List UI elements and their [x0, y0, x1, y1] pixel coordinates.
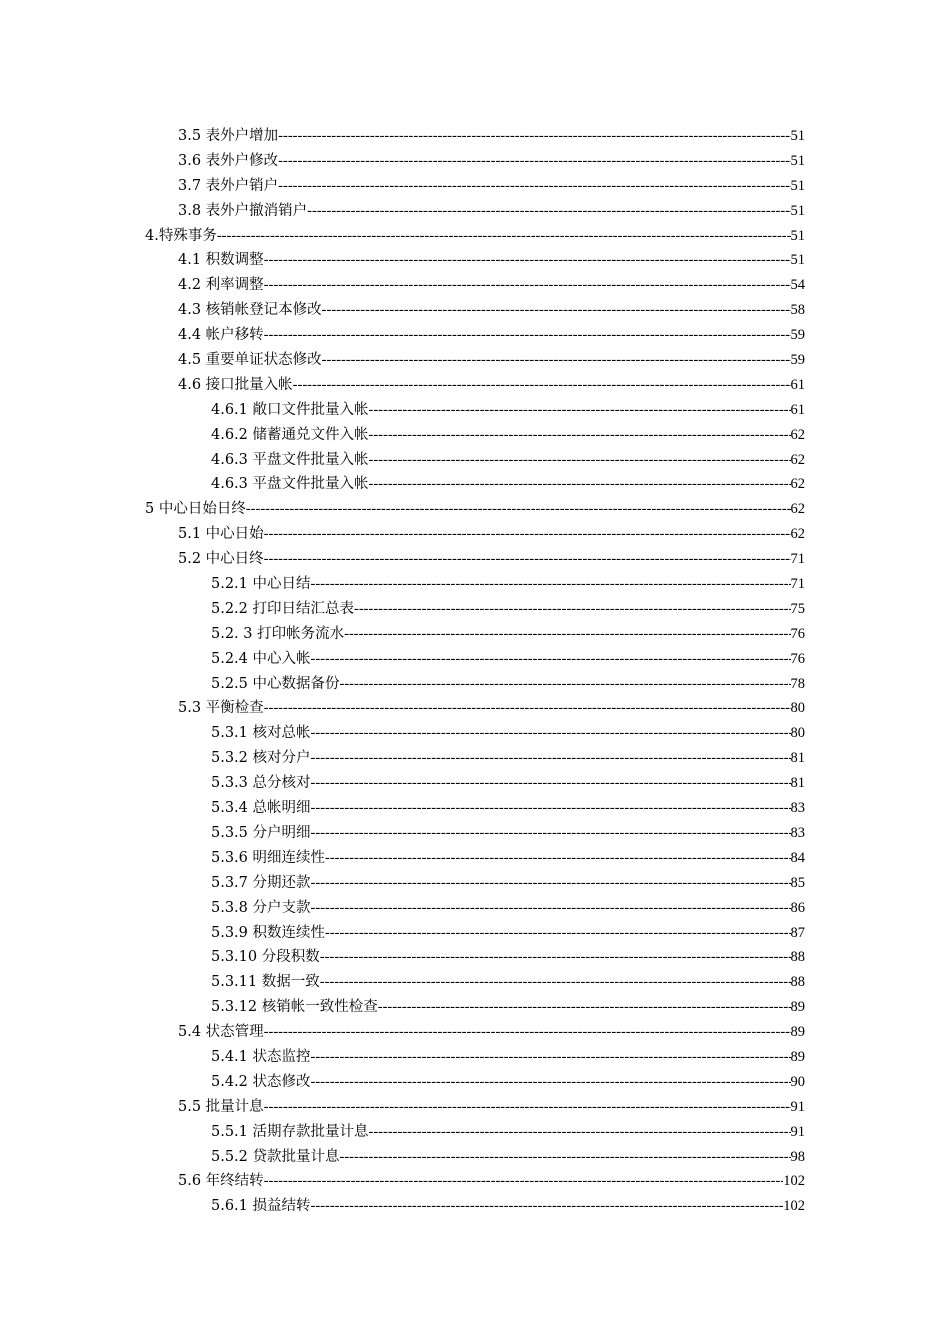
toc-entry-line [211, 423, 805, 448]
toc-entry[interactable] [0, 199, 950, 224]
toc-entry-line [211, 472, 805, 497]
toc-entry-title: 4.1 积数调整 [178, 252, 264, 269]
toc-entry-title: 5.3.1 核对总帐 [211, 725, 311, 742]
toc-entry[interactable] [0, 597, 950, 622]
toc-entry-title: 5.2.5 中心数据备份 [211, 675, 340, 692]
toc-entry-title: 5.3 平衡检查 [178, 700, 264, 717]
toc-entry[interactable] [0, 149, 950, 174]
toc-entry-page-number: 62 [790, 526, 805, 543]
toc-entry-page-number: 88 [790, 974, 805, 991]
toc-leader [311, 1045, 791, 1070]
toc-leader [264, 522, 791, 547]
toc-entry-page-number: 80 [790, 700, 805, 717]
toc-entry-page-number: 51 [790, 128, 805, 144]
toc-entry-page-number: 59 [790, 352, 805, 369]
toc-entry-title: 5.3.3 总分核对 [211, 775, 311, 792]
toc-entry[interactable] [0, 1095, 950, 1120]
toc-entry-title: 4.6.1 敞口文件批量入帐 [211, 401, 369, 418]
toc-entry-title: 5.3.4 总帐明细 [211, 800, 311, 817]
toc-entry[interactable] [0, 846, 950, 871]
toc-entry-line [211, 572, 805, 597]
toc-entry-line [178, 199, 805, 224]
toc-entry-page-number: 51 [790, 177, 805, 194]
toc-entry-title: 5.3.11 数据一致 [211, 974, 320, 991]
toc-entry-page-number: 71 [790, 576, 805, 593]
toc-leader [264, 1095, 791, 1120]
toc-entry[interactable] [0, 696, 950, 721]
toc-leader [369, 423, 791, 448]
toc-entry-page-number: 62 [790, 451, 805, 468]
toc-entry[interactable] [0, 547, 950, 572]
toc-entry-line [178, 273, 805, 298]
toc-leader [311, 821, 791, 846]
toc-entry-page-number: 87 [790, 924, 805, 941]
toc-leader [322, 298, 791, 323]
toc-entry-line [211, 647, 805, 672]
toc-entry[interactable] [0, 721, 950, 746]
toc-entry-line [211, 995, 805, 1020]
toc-leader [340, 672, 791, 697]
toc-entry[interactable] [0, 896, 950, 921]
toc-entry-page-number: 71 [790, 551, 805, 568]
toc-entry-page-number: 58 [790, 302, 805, 319]
toc-leader [369, 1120, 791, 1145]
toc-entry-title: 4.6.2 储蓄通兑文件入帐 [211, 426, 369, 443]
toc-entry-page-number: 75 [790, 600, 805, 617]
toc-entry-line [178, 323, 805, 348]
toc-entry-title: 5.3.9 积数连续性 [211, 924, 326, 941]
toc-entry-page-number: 85 [790, 874, 805, 891]
toc-leader [246, 497, 791, 522]
toc-entry-page-number: 86 [790, 899, 805, 916]
toc-entry-page-number: 62 [790, 476, 805, 493]
toc-entry-line [211, 721, 805, 746]
toc-entry-line [145, 497, 805, 522]
toc-entry[interactable] [0, 174, 950, 199]
toc-entry-line [211, 597, 805, 622]
toc-entry-page-number: 83 [790, 800, 805, 817]
toc-entry-page-number: 88 [790, 949, 805, 966]
toc-entry-page-number: 90 [790, 1073, 805, 1090]
toc-entry[interactable] [0, 970, 950, 995]
toc-entry-line [178, 1169, 805, 1194]
toc-leader [311, 871, 791, 896]
toc-entry-title: 5.2.4 中心入帐 [211, 650, 311, 667]
toc-entry-line [211, 398, 805, 423]
toc-entry-line [211, 796, 805, 821]
toc-entry-line [178, 1095, 805, 1120]
toc-entry[interactable] [0, 497, 950, 522]
toc-entry-title: 5.4.2 状态修改 [211, 1073, 311, 1090]
toc-entry-page-number: 61 [790, 376, 805, 393]
toc-leader [264, 248, 791, 273]
toc-entry-page-number: 62 [790, 501, 805, 518]
toc-leader [264, 323, 791, 348]
toc-leader [264, 696, 791, 721]
toc-entry-line [178, 348, 805, 373]
toc-entry[interactable] [0, 522, 950, 547]
toc-entry-page-number: 59 [790, 327, 805, 344]
toc-entry-line [178, 373, 805, 398]
toc-entry[interactable] [0, 1145, 950, 1170]
toc-entry-title: 5.3.7 分期还款 [211, 874, 311, 891]
toc-entry-title: 5.4 状态管理 [178, 1024, 264, 1041]
toc-leader [369, 472, 791, 497]
toc-entry-line [211, 1120, 805, 1145]
toc-entry-page-number: 91 [790, 1123, 805, 1140]
toc-leader [369, 398, 791, 423]
toc-entry-page-number: 102 [783, 1173, 805, 1190]
toc-entry[interactable] [0, 1120, 950, 1145]
toc-leader [278, 149, 790, 174]
toc-entry-page-number: 76 [790, 650, 805, 667]
toc-leader [311, 572, 791, 597]
toc-entry-line [211, 746, 805, 771]
toc-entry[interactable] [0, 224, 950, 249]
toc-entry-line [178, 124, 805, 149]
toc-entry-title: 3.5 表外户增加 [178, 128, 279, 144]
toc-entry[interactable] [0, 1070, 950, 1095]
toc-leader [311, 796, 791, 821]
toc-entry-title: 5.5.2 贷款批量计息 [211, 1148, 340, 1165]
toc-entry-line [178, 298, 805, 323]
toc-leader [325, 846, 790, 871]
toc-entry-line [178, 1020, 805, 1045]
toc-entry-line [178, 696, 805, 721]
toc-entry-page-number: 91 [790, 1098, 805, 1115]
toc-leader [264, 273, 791, 298]
toc-leader [278, 124, 790, 149]
toc-entry-line [211, 970, 805, 995]
toc-entry-page-number: 98 [790, 1148, 805, 1165]
toc-entry-line [211, 1194, 805, 1219]
toc-entry[interactable] [0, 298, 950, 323]
toc-entry[interactable] [0, 921, 950, 946]
toc-leader [311, 721, 791, 746]
toc-entry[interactable] [0, 572, 950, 597]
toc-entry-title: 4.5 重要单证状态修改 [178, 352, 322, 369]
toc-entry-page-number: 89 [790, 999, 805, 1016]
toc-entry[interactable] [0, 273, 950, 298]
toc-entry[interactable] [0, 472, 950, 497]
toc-entry-line [211, 1145, 805, 1170]
toc-leader [307, 199, 790, 224]
toc-leader [311, 1194, 784, 1219]
toc-leader [340, 1145, 791, 1170]
toc-entry[interactable] [0, 821, 950, 846]
toc-entry-title: 5.3.5 分户明细 [211, 824, 311, 841]
toc-entry-line [178, 248, 805, 273]
toc-entry-line [178, 174, 805, 199]
toc-entry-title: 4.6.3 平盘文件批量入帐 [211, 476, 369, 493]
toc-entry[interactable] [0, 1020, 950, 1045]
toc-leader [325, 921, 790, 946]
toc-entry-title: 5.3.10 分段积数 [211, 949, 320, 966]
toc-leader [264, 547, 791, 572]
toc-entry[interactable] [0, 1045, 950, 1070]
toc-entry-title: 5.3.6 明细连续性 [211, 849, 326, 866]
toc-entry-title: 3.6 表外户修改 [178, 152, 279, 169]
toc-entry-page-number: 62 [790, 426, 805, 443]
toc-entry-line [211, 448, 805, 473]
toc-entry[interactable] [0, 248, 950, 273]
toc-entry[interactable] [0, 423, 950, 448]
table-of-contents [0, 124, 950, 1219]
toc-entry-line [211, 1045, 805, 1070]
toc-entry-line [211, 896, 805, 921]
toc-entry[interactable] [0, 647, 950, 672]
toc-entry[interactable] [0, 672, 950, 697]
toc-entry-title: 5.2.1 中心日结 [211, 576, 311, 593]
toc-entry-page-number: 76 [790, 625, 805, 642]
toc-entry-page-number: 61 [790, 401, 805, 418]
toc-entry[interactable] [0, 1169, 950, 1194]
toc-entry[interactable] [0, 622, 950, 647]
toc-entry[interactable] [0, 348, 950, 373]
toc-entry-line [211, 1070, 805, 1095]
toc-entry-title: 5 中心日始日终 [145, 501, 246, 518]
toc-entry-page-number: 102 [783, 1198, 805, 1215]
toc-entry-page-number: 89 [790, 1048, 805, 1065]
toc-leader [344, 622, 790, 647]
toc-entry-page-number: 80 [790, 725, 805, 742]
toc-entry-title: 5.2. 3 打印帐务流水 [211, 625, 345, 642]
toc-entry[interactable] [0, 945, 950, 970]
toc-entry-page-number: 83 [790, 824, 805, 841]
toc-entry[interactable] [0, 746, 950, 771]
toc-entry-title: 5.2 中心日终 [178, 551, 264, 568]
toc-leader [217, 224, 791, 249]
toc-entry-title: 5.6 年终结转 [178, 1173, 264, 1190]
toc-leader [369, 448, 791, 473]
toc-entry-page-number: 51 [790, 227, 805, 244]
toc-entry-line [211, 846, 805, 871]
toc-entry-title: 4.4 帐户移转 [178, 327, 264, 344]
toc-entry-page-number: 51 [790, 152, 805, 169]
toc-leader [320, 970, 791, 995]
toc-leader [378, 995, 791, 1020]
toc-entry[interactable] [0, 323, 950, 348]
toc-entry[interactable] [0, 373, 950, 398]
toc-entry-line [145, 224, 805, 249]
toc-entry-title: 4.6.3 平盘文件批量入帐 [211, 451, 369, 468]
toc-entry-page-number: 51 [790, 202, 805, 219]
toc-entry-title: 4.特殊事务 [145, 227, 217, 244]
toc-entry[interactable] [0, 1194, 950, 1219]
toc-entry-title: 5.3.2 核对分户 [211, 750, 311, 767]
toc-leader [293, 373, 791, 398]
toc-entry-title: 3.8 表外户撤消销户 [178, 202, 308, 219]
toc-entry[interactable] [0, 398, 950, 423]
toc-entry[interactable] [0, 995, 950, 1020]
toc-entry-line [211, 945, 805, 970]
toc-entry-title: 5.5 批量计息 [178, 1098, 264, 1115]
toc-entry-title: 4.3 核销帐登记本修改 [178, 302, 322, 319]
toc-entry-title: 5.3.12 核销帐一致性检查 [211, 999, 378, 1016]
toc-entry-title: 5.4.1 状态监控 [211, 1048, 311, 1065]
toc-entry-line [178, 547, 805, 572]
toc-entry-title: 4.6 接口批量入帐 [178, 376, 293, 393]
toc-leader [264, 1169, 784, 1194]
toc-leader [311, 1070, 791, 1095]
toc-leader [264, 1020, 791, 1045]
toc-entry-title: 5.5.1 活期存款批量计息 [211, 1123, 369, 1140]
toc-leader [320, 945, 791, 970]
toc-leader [311, 771, 791, 796]
toc-entry[interactable] [0, 871, 950, 896]
toc-leader [311, 896, 791, 921]
toc-entry-line [211, 821, 805, 846]
toc-entry-line [211, 771, 805, 796]
toc-entry-page-number: 51 [790, 252, 805, 269]
toc-entry-line [178, 522, 805, 547]
toc-entry-page-number: 84 [790, 849, 805, 866]
toc-entry[interactable] [0, 448, 950, 473]
toc-leader [322, 348, 791, 373]
toc-entry-title: 4.2 利率调整 [178, 277, 264, 294]
toc-leader [311, 746, 791, 771]
toc-entry-line [211, 921, 805, 946]
toc-entry-line [211, 871, 805, 896]
toc-leader [278, 174, 790, 199]
toc-entry-title: 5.2.2 打印日结汇总表 [211, 600, 355, 617]
toc-entry-page-number: 78 [790, 675, 805, 692]
toc-entry-line [211, 622, 805, 647]
toc-entry-title: 5.3.8 分户支款 [211, 899, 311, 916]
toc-entry-page-number: 81 [790, 775, 805, 792]
toc-entry-page-number: 89 [790, 1024, 805, 1041]
toc-leader [311, 647, 791, 672]
toc-entry-title: 3.7 表外户销户 [178, 177, 279, 194]
toc-leader [354, 597, 790, 622]
toc-entry-line [211, 672, 805, 697]
toc-entry[interactable] [0, 771, 950, 796]
toc-entry[interactable] [0, 124, 950, 149]
toc-entry-page-number: 81 [790, 750, 805, 767]
toc-entry-page-number: 54 [790, 277, 805, 294]
toc-entry[interactable] [0, 796, 950, 821]
toc-entry-title: 5.1 中心日始 [178, 526, 264, 543]
toc-entry-line [178, 149, 805, 174]
toc-entry-title: 5.6.1 损益结转 [211, 1198, 311, 1215]
